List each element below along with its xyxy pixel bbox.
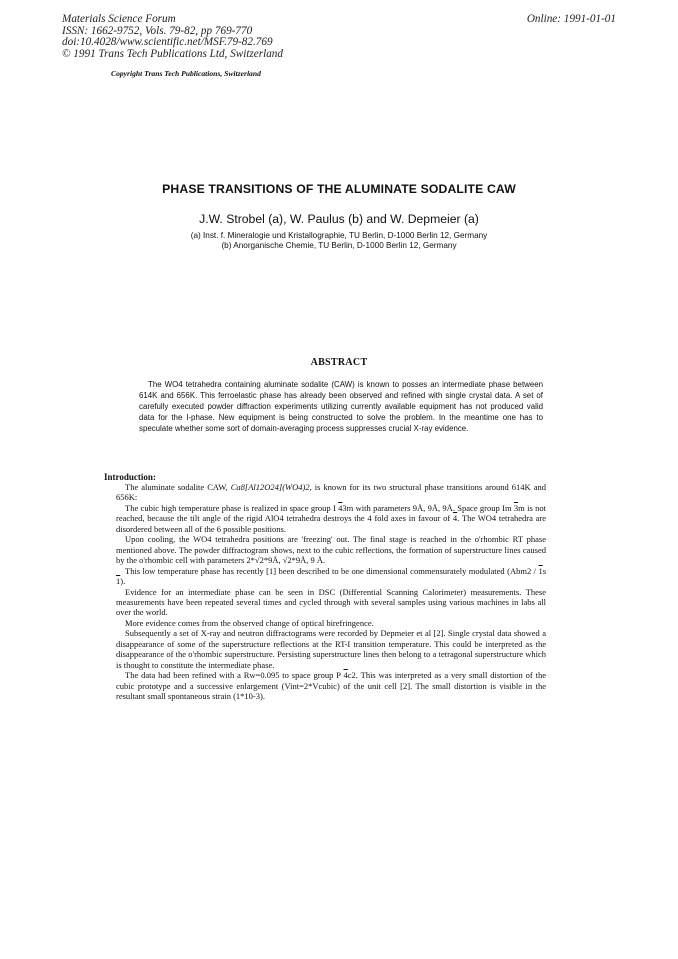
intro-paragraph-7: Subsequently a set of X-ray and neutron diffractograms were recorded by Depmeier et al [2]. Single crystal data showed a disappearance of some of the superstructure reflections at the RT-I transition temperature. This could be interpreted as the disappearance of the o'rhombic superstructure. Persisting superstructure lines then belong to a tetragonal superstructure which is thought to constitute the intermediate phase. [116, 628, 546, 670]
journal-name: Materials Science Forum [62, 13, 176, 25]
paper-authors: J.W. Strobel (a), W. Paulus (b) and W. Depmeier (a) [199, 212, 479, 226]
intro-paragraph-1: The aluminate sodalite CAW, Ca8[Al12O24](WO4)2, is known for its two structural phase transitions around 614K and 656K: [116, 482, 546, 503]
intro-paragraph-2: The cubic high temperature phase is realized in space group I 43m with parameters 9Å, 9Å, 9Å. Space group Im 3m is not reached, because the tilt angle of the rigid AlO4 tetrahedra destroys the 4 fold axes in favour of 4. The WO4 tetrahedra are disordered between all of the 6 possible positions. [116, 502, 547, 534]
abstract-heading: ABSTRACT [310, 357, 368, 368]
introduction-body [116, 482, 546, 702]
doi-line: doi:10.4028/www.scientific.net/MSF.79-82.769 [62, 36, 273, 49]
online-date: Online: 1991-01-01 [526, 13, 616, 25]
abstract-text: The WO4 tetrahedra containing aluminate sodalite (CAW) is known to posses an intermediate phase between 614K and 656K. This ferroelastic phase has already been observed and refined with single crystal data. A set of carefully executed powder diffraction experiments utilizing currently available equipment has not produced valid data for the I-phase. New equipment is being constructed to solve the problem. In the meantime one has to speculate whether some sort of domain-averaging process suppresses crucial X-ray evidence. [139, 380, 543, 433]
affiliation-a: (a) Inst. f. Mineralogie und Kristallographie, TU Berlin, D-1000 Berlin 12, Germany [190, 231, 488, 240]
chemical-formula: Ca8[Al12O24](WO4)2 [230, 482, 310, 492]
affiliation-b: (b) Anorganische Chemie, TU Berlin, D-1000 Berlin 12, Germany [221, 241, 457, 250]
paper-title: PHASE TRANSITIONS OF THE ALUMINATE SODALITE CAW [162, 182, 516, 196]
journal-header [62, 14, 283, 60]
intro-paragraph-5: Evidence for an intermediate phase can be seen in DSC (Differential Scanning Calorimeter) measurements. These measurements have been repeated several times and cycled through with several samples using various machines in labs all over the world. [116, 586, 546, 618]
intro-paragraph-3: Upon cooling, the WO4 tetrahedra positions are 'freezing' out. The final stage is reached in the o'rhombic RT phase mentioned above. The powder diffractogram shows, next to the cubic reflections, the formation of superstructure lines caused by the o'rhombic cell with parameters 2*√2*9Å, √2*9Å, 9 Å. [116, 534, 546, 566]
intro-paragraph-8: The data had been refined with a Rw=0.095 to space group P 4c2. This was interpreted as a very small distortion of the cubic prototype and a successive enlargement (Vint=2*Vcubic) of the unit cell [2]. The small distortion is visible in the resultant small spontaneous strain (1*10-3). [116, 670, 546, 702]
copyright-line: © 1991 Trans Tech Publications Ltd, Switzerland [62, 47, 283, 60]
issn-line: ISSN: 1662-9752, Vols. 79-82, pp 769-770 [62, 24, 253, 37]
intro-paragraph-6: More evidence comes from the observed change of optical birefringence. [125, 617, 374, 628]
introduction-heading: Introduction: [104, 472, 156, 482]
copyright-stamp: Copyright Trans Tech Publications, Switzerland [111, 69, 261, 78]
intro-paragraph-4: This low temperature phase has recently [1] been described to be one dimensional commensurately modulated (Abm2 / 1s 1). [116, 565, 546, 587]
